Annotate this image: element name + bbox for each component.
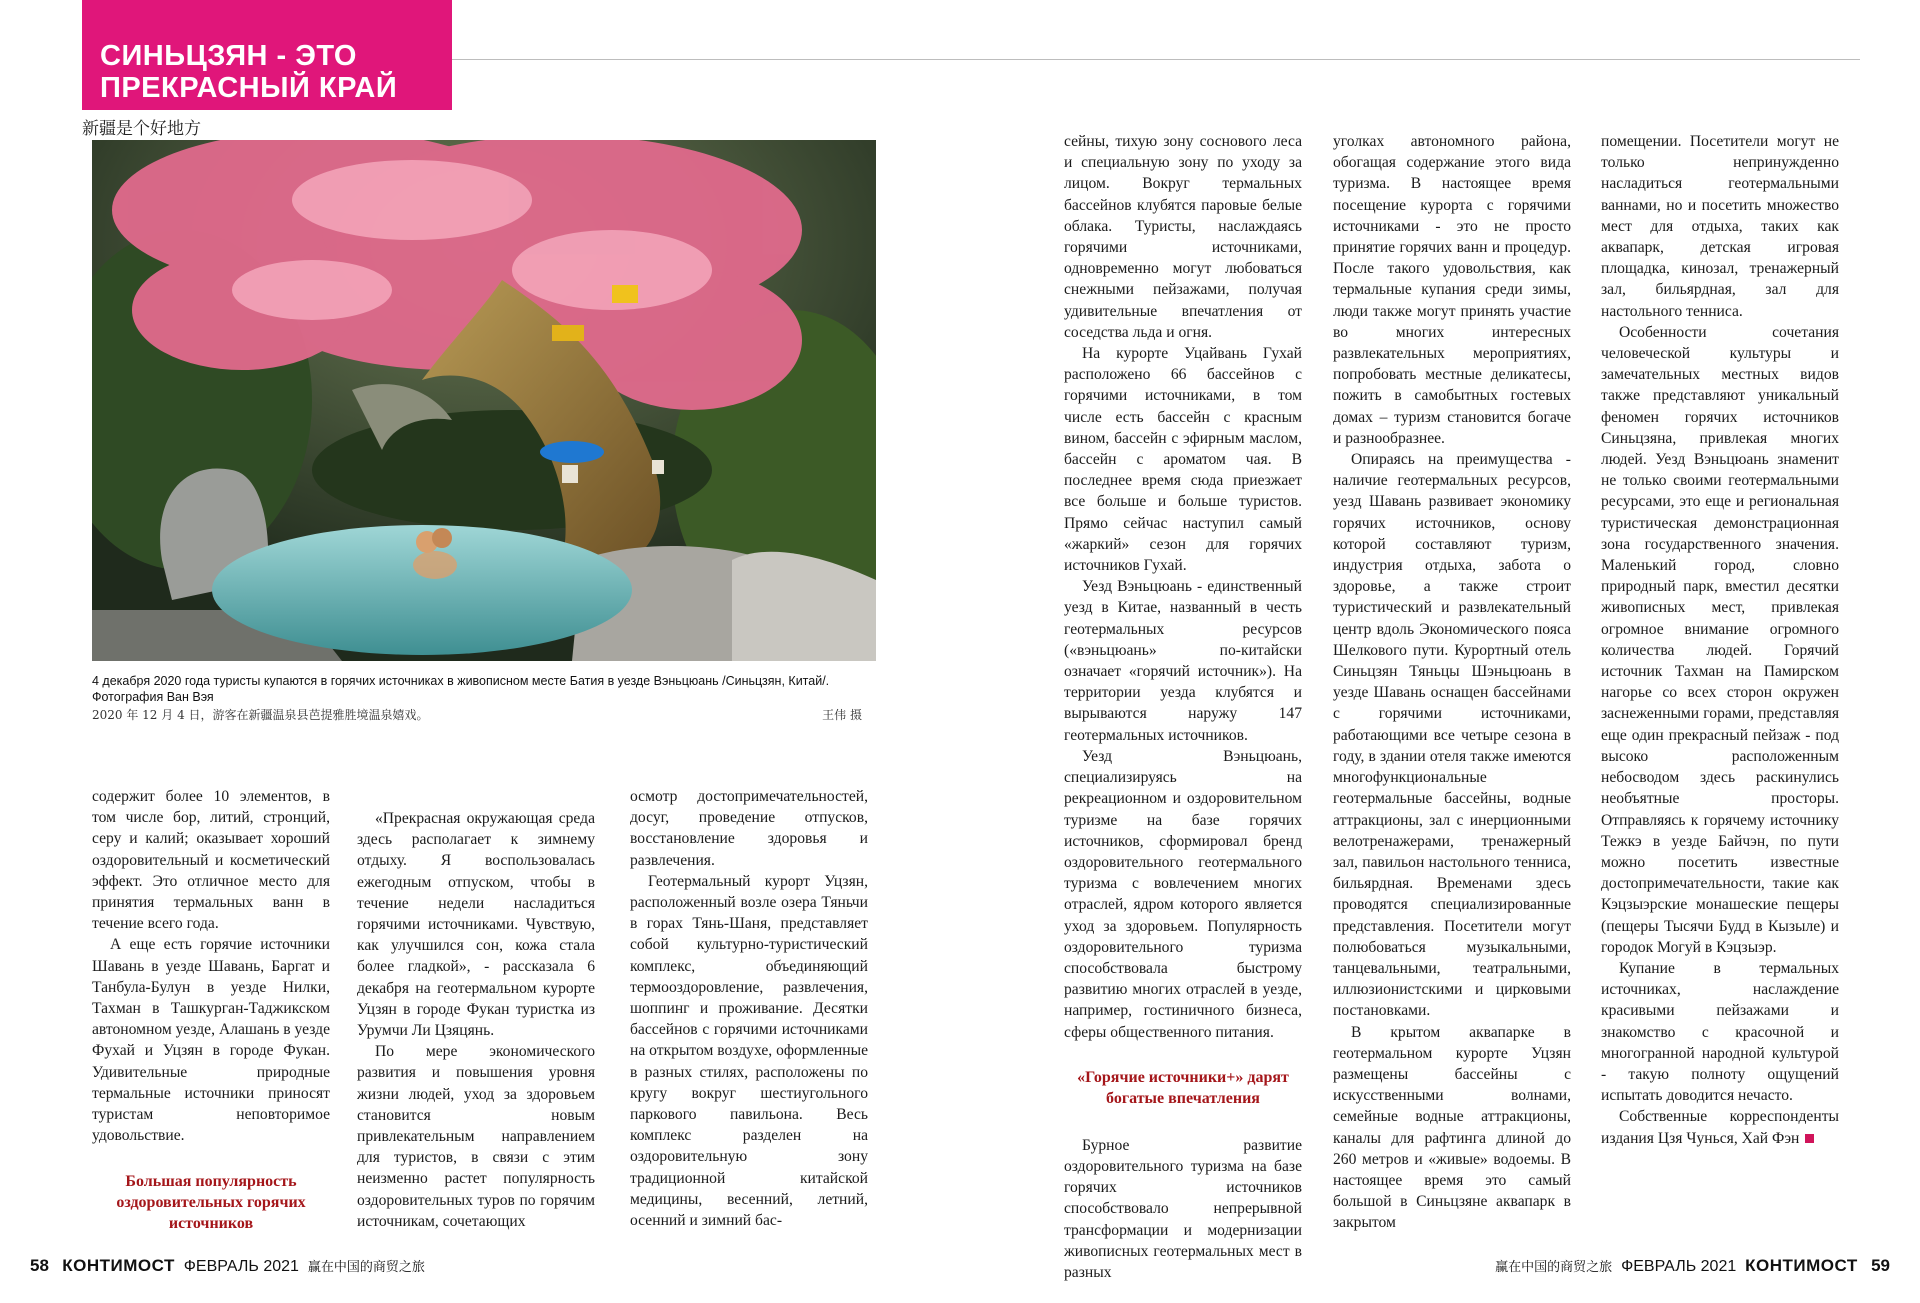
photo-credit-cn: 王伟 摄 (822, 708, 862, 722)
paragraph: осмотр достопримечательностей, досуг, проведение отпусков, восстановление здоровья и развлечения. (630, 788, 868, 869)
paragraph: содержит более 10 элементов, в том числе бор, литий, стронций, серу и калий; оказывает хороший оздоровительный и косметический эффект. Это отличное место для принятия термальных ванн в течение всего года. (92, 788, 330, 933)
paragraph: уголках автономного района, обогащая содержание этого вида туризма. В настоящее время посещение курорта с горячими источниками - это не просто принятие горячих ванн и процедур. После такого удовольствия, как термальные купания среди зимы, люди также могут принять участие во многих интересных развлекательных мероприятиях, попробовать местные деликатесы, пожить в самобытных гостевых домах – туризм становится богаче и разнообразнее. (1333, 133, 1571, 447)
column-3 (630, 786, 868, 1231)
hot-spring-photo (92, 140, 876, 661)
end-of-article-mark (1805, 1134, 1814, 1143)
paragraph: На курорте Уцайвань Гухай расположено 66 бассейнов с горячими источниками, в том числе есть бассейн с красным вином, бассейн с эфирным маслом, бассейн с ароматом чая. В последнее время сюда приезжает все больше и больше туристов. Прямо сейчас наступил самый «жаркий» сезон для горячих источников Гухай. (1064, 345, 1302, 575)
paragraph: Особенности сочетания человеческой культуры и замечательных местных видов также представляют уникальный феномен горячих источников Синьцзяна, привлекая многих людей. Уезд Вэньцюань знаменит не только своими геотермальными ресурсами, это еще и региональная туристическая демонстрационная зона государственного значения. Маленький город, словно природный парк, вместил десятки живописных мест, привлекая огромное внимание огромного количества людей. Горячий источник Тахман на Памирском нагорье со всех сторон окружен заснеженными горами, представляя еще один прекрасный пейзаж - под высоко расположенным небосводом здесь раскинулись необъятные просторы. Отправляясь к горячему источнику Тежкэ в уезде Байчэн, по пути можно посетить известные достопримечательности, такие как Кэцзыэрские монашеские пещеры (пещеры Тысячи Будд в Кызыле) и городок Могуй в Кэцзыэр. (1601, 323, 1839, 956)
column-6 (1601, 131, 1839, 1149)
section-heading: Большая популярность оздоровительных горячих источников (116, 1173, 306, 1233)
paragraph-signature (1601, 1106, 1839, 1148)
issue-right: ФЕВРАЛЬ 2021 (1621, 1258, 1737, 1275)
paragraph: сейны, тихую зону соснового леса и специальную зону по уходу за лицом. Вокруг термальных бассейнов клубятся паровые белые облака. Туристы, наслаждаясь горячими источниками, одновременно могут любоваться снежными пейзажами, получая удивительные впечатления от соседства льда и огня. (1064, 133, 1302, 341)
paragraph: Уезд Вэньцюань - единственный уезд в Китае, названный в честь геотермальных ресурсов («вэньцюань» по-китайски означает «горячий источник»). На территории уезда клубятся и вырываются наружу 147 геотермальных источников. (1064, 578, 1302, 744)
article-subtitle-cn: 新疆是个好地方 (82, 119, 201, 139)
paragraph: помещении. Посетители могут не только непринужденно насладиться геотермальными ваннами, но и посетить множество мест для отдыха, таких как аквапарк, детская игровая площадка, кинозал, тренажерный зал, бильярдная, зал для настольного тенниса. (1601, 133, 1839, 320)
column-1 (92, 786, 330, 1234)
left-footer (30, 1256, 425, 1276)
paragraph: Купание в термальных источниках, наслаждение красивыми пейзажами и знакомство с красочной и многогранной народной культурой - такую полноту ощущений испытать доводится нечасто. (1601, 959, 1839, 1105)
paragraph: Геотермальный курорт Уцзян, расположенный возле озера Тяньчи в горах Тянь-Шаня, представляет собой культурно-туристический комплекс, объединяющий термооздоровление, развлечения, шоппинг и проживание. Десятки бассейнов с горячими источниками на открытом воздухе, оформленные в разных стилях, расположены по кругу вокруг шестиугольного паркового павильона. Весь комплекс разделен на оздоровительную зону традиционной китайской медицины, весенний, летний, осенний и зимний бас- (630, 872, 869, 1230)
issue-left: ФЕВРАЛЬ 2021 (183, 1258, 299, 1275)
photo-caption-cn-text: 2020 年 12 月 4 日，游客在新疆温泉县芭提雅胜境温泉嬉戏。 (92, 708, 429, 722)
section-heading: «Горячие источники+» дарят богатые впечатления (1077, 1068, 1289, 1107)
author-credit: Собственные корреспонденты издания Цзя Чунься, Хай Фэн (1601, 1108, 1839, 1147)
article-title: СИНЬЦЗЯН - ЭТО ПРЕКРАСНЫЙ КРАЙ (100, 40, 398, 104)
paragraph: Уезд Вэньцюань, специализируясь на рекреационном и оздоровительном туризме на базе горячих источников, сформировал бренд оздоровительного геотермального туризма с вовлечением многих отраслей, ядром которого является уход за здоровьем. Популярность оздоровительного туризма способствовала быстрому развитию многих отраслей в уезде, например, гостиничного бизнеса, сферы общественного питания. (1064, 747, 1302, 1041)
header-rule (452, 59, 1860, 60)
paragraph: По мере экономического развития и повышения уровня жизни людей, уход за здоровьем становится новым привлекательным направлением для туристов, в связи с этим неизменно растет популярность оздоровительных туров по горячим источникам, сочетающих (357, 1043, 595, 1230)
right-footer (1495, 1256, 1890, 1276)
slogan-cn-right: 赢在中国的商贸之旅 (1495, 1260, 1613, 1275)
magazine-brand-right: КОНТИМОСТ (1745, 1256, 1858, 1275)
paragraph: «Прекрасная окружающая среда здесь располагает к зимнему отдыху. Я воспользовалась ежегодным отпуском, чтобы в течение недели насладиться горячими источниками. Чувствую, как улучшился сон, кожа стала более гладкой», - рассказала 6 декабря на геотермальном курорте Уцзян в городе Фукан туристка из Урумчи Ли Цзяцянь. (357, 810, 595, 1040)
column-5 (1333, 131, 1571, 1234)
paragraph: В крытом аквапарке в геотермальном курорте Уцзян размещены бассейны с искусственными волнами, семейные водные аттракционы, каналы для рафтинга длиной до 260 метров и «живые» водоемы. В настоящее время это самый большой в Синьцзяне аквапарк в закрытом (1333, 1023, 1571, 1232)
magazine-brand-left: КОНТИМОСТ (62, 1256, 175, 1275)
column-2 (357, 808, 595, 1232)
photo-caption: 4 декабря 2020 года туристы купаются в горячих источниках в живописном месте Батия в уезде Вэньцюань /Синьцзян, Китай/. Фотография Ван Вэя (92, 674, 830, 704)
photo-caption-cn (92, 706, 862, 723)
paragraph: А еще есть горячие источники Шавань в уезде Шавань, Баргат и Танбула-Булун в уезде Нилки, Тахман в Ташкурган-Таджикском автономном уезде, Алашань в уезде Фухай и Уцзян в городе Фукан. Удивительные природные термальные источники приносят туристам неповторимое удовольствие. (92, 936, 330, 1145)
column-4 (1064, 131, 1302, 1283)
page-number-right: 59 (1871, 1256, 1890, 1275)
paragraph: Бурное развитие оздоровительного туризма на базе горячих источников способствовало непрерывной трансформации и модернизации живописных геотермальных мест в разных (1064, 1136, 1302, 1281)
slogan-cn-left: 赢在中国的商贸之旅 (307, 1260, 425, 1275)
paragraph: Опираясь на преимущества - наличие геотермальных ресурсов, уезд Шавань развивает экономику горячих источников, основу которой составляют туризм, индустрия отдыха, забота о здоровье, а также строит туристический и развлекательный центр вдоль Экономического пояса Шелкового пути. Курортный отель Синьцзян Тяньцы Шэньцюань в уезде Шавань оснащен бассейнами с горячими источниками, работающими все четыре сезона в году, в здании отеля также имеются многофункциональные геотермальные бассейны, водные аттракционы, зал с инерционными велотренажерами, тренажерный зал, павильон настольного тенниса, бильярдная. Временами здесь проводятся специализированные представления. Посетители могут полюбоваться музыкальными, танцевальными, театральными, иллюзионистскими и цирковыми постановками. (1333, 451, 1571, 1020)
page-number-left: 58 (30, 1256, 49, 1275)
